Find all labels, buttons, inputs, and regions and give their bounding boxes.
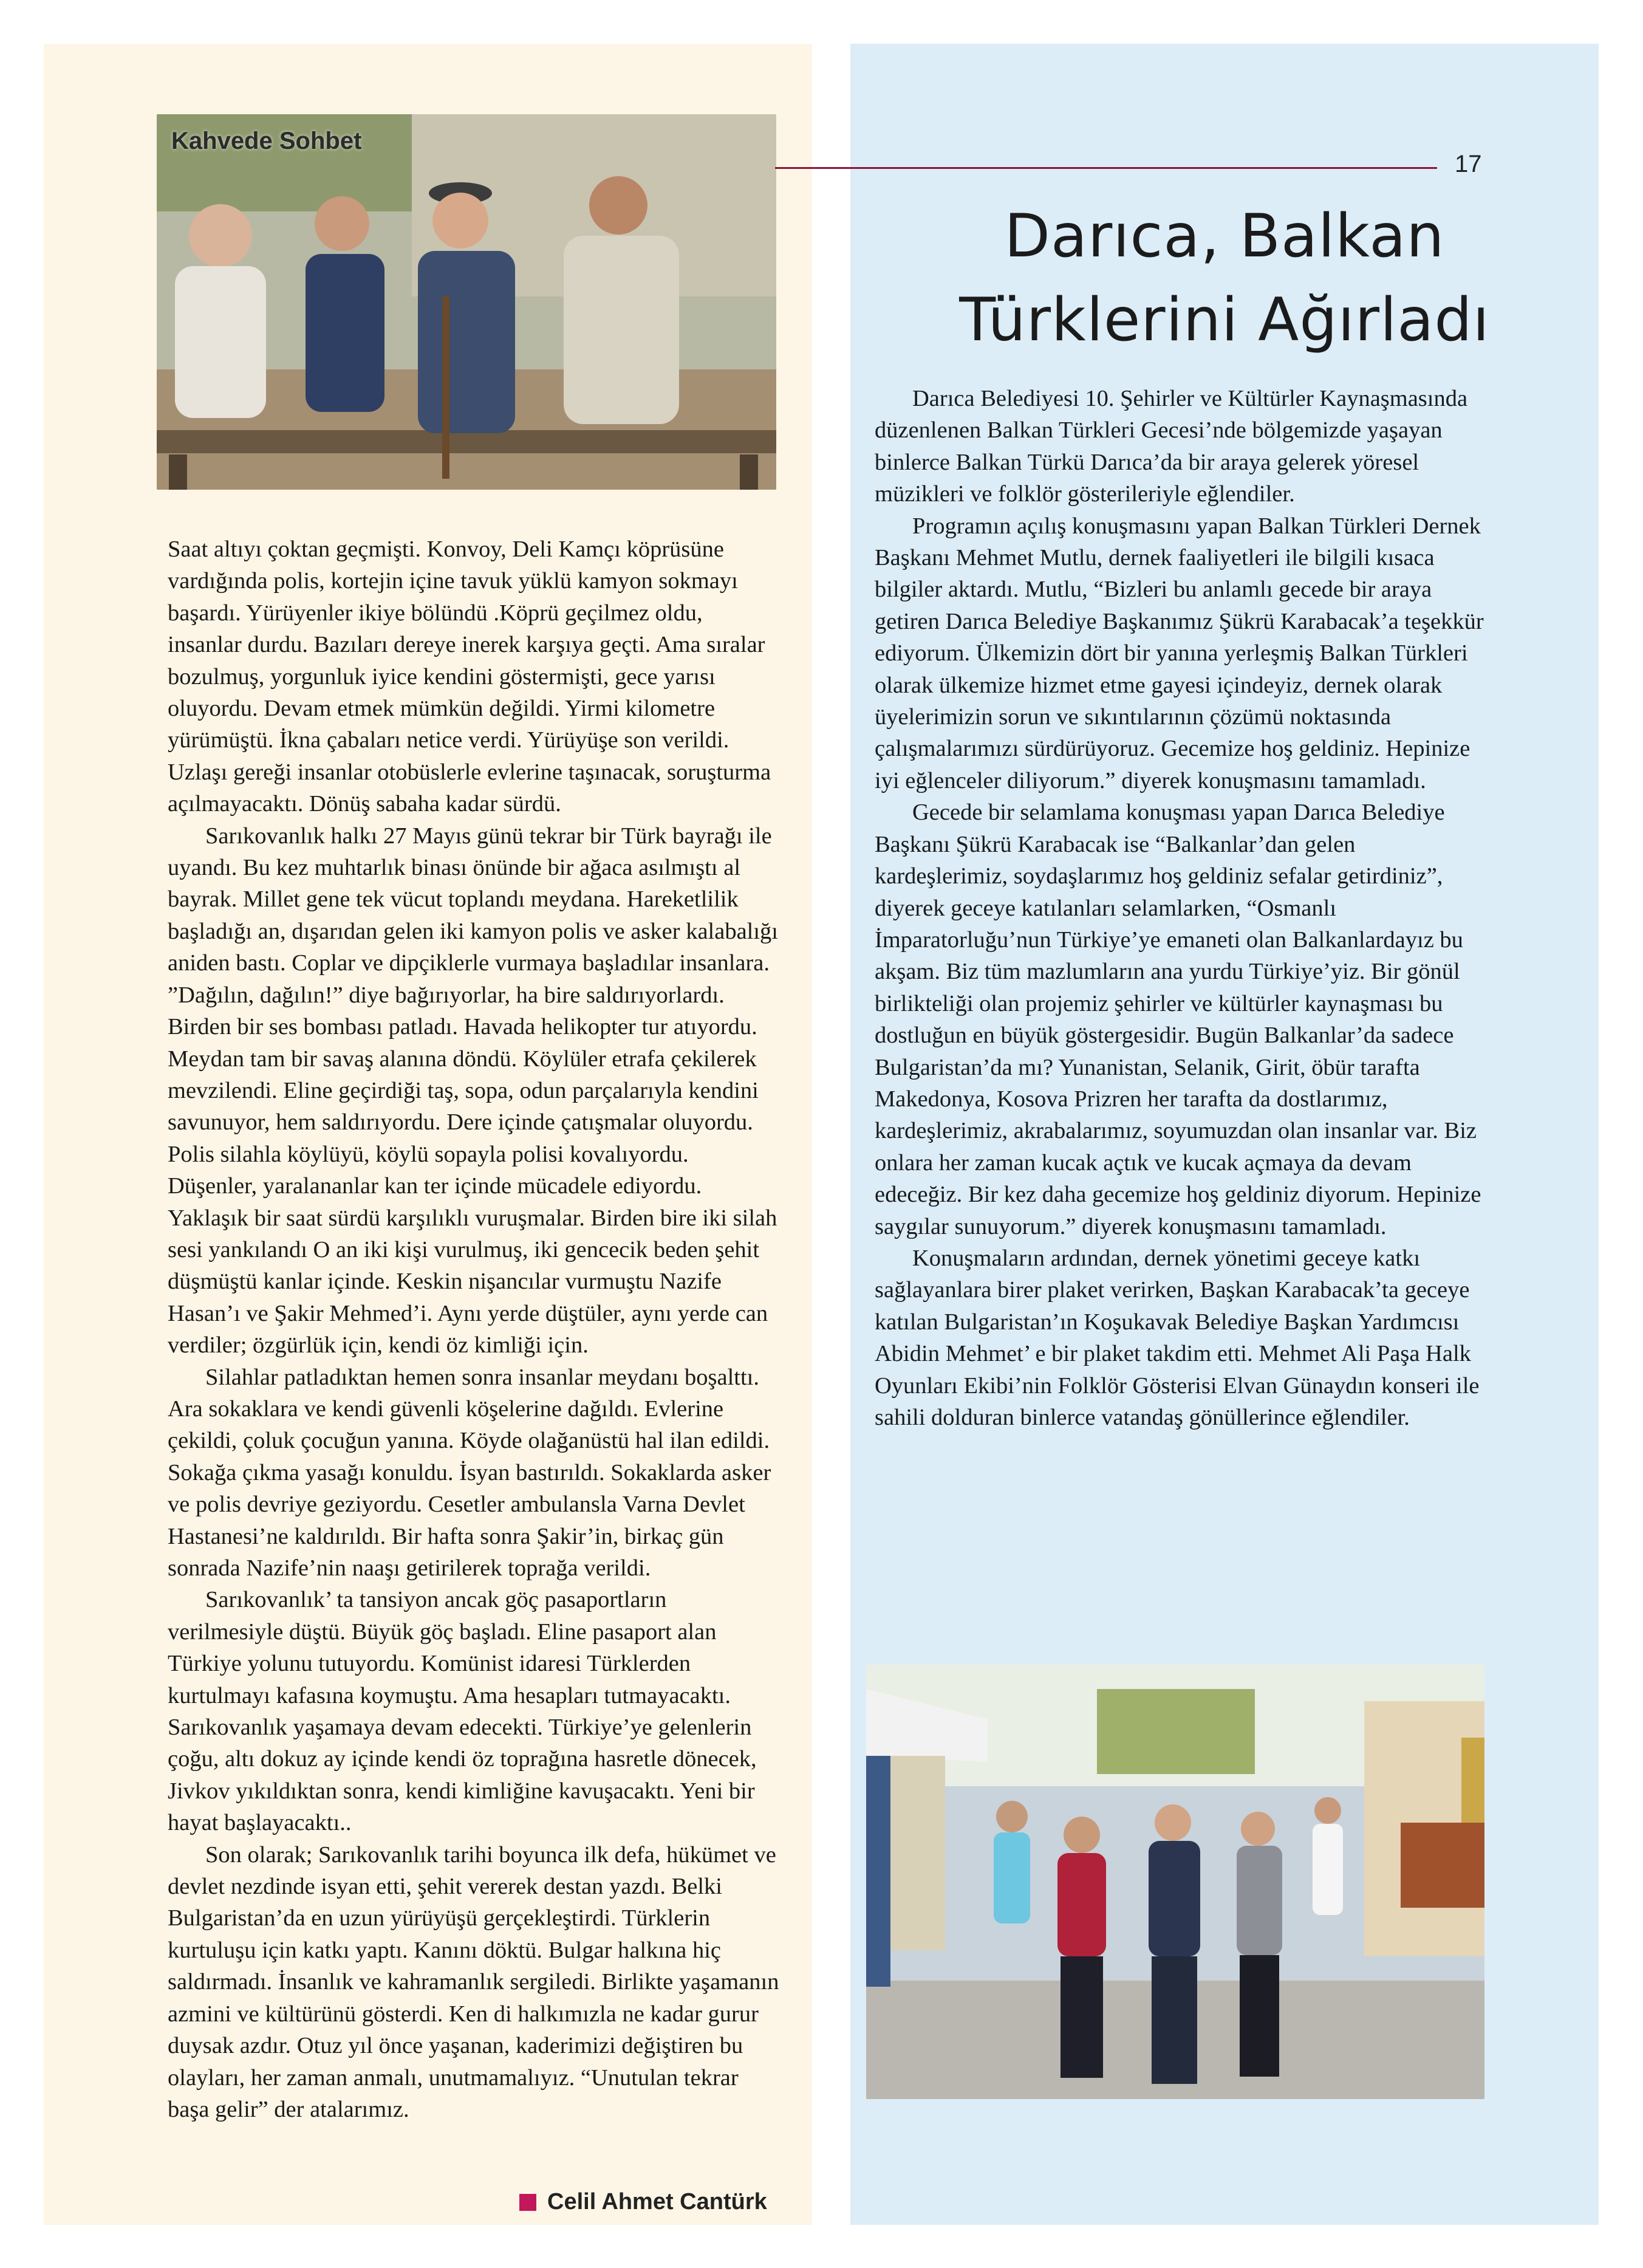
left-paragraph: Saat altıyı çoktan geçmişti. Konvoy, Deli Kamçı köprüsüne vardığında polis, kortejin içine tavuk yüklü kamyon sokmayı başardı. Yürüyenler ikiye bölündü .Köprü geçilmez oldu, insanlar durdu. Bazıları dereye inerek karşıya geçti. Ama sıralar bozulmuş, yorgunluk iyice kendini göstermişti, gece yarısı oluyordu. Devam etmek mümkün değildi. Yirmi kilometre yürümüştü. İkna çabaları netice verdi. Yürüyüşe son verildi. Uzlaşı gereği insanlar otobüslerle evlerine taşınacak, soruşturma açılmayacaktı. Dönüş sabaha kadar sürdü. (168, 536, 771, 817)
author-byline (519, 2189, 767, 2215)
festival-photo-image (866, 1665, 1484, 2099)
coffeehouse-photo (157, 114, 776, 490)
festival-photo (866, 1665, 1484, 2099)
coffeehouse-photo-image (157, 114, 776, 490)
author-name: Celil Ahmet Cantürk (547, 2189, 767, 2215)
photo-caption: Kahvede Sohbet (171, 128, 362, 154)
left-paragraph: Sarıkovanlık halkı 27 Mayıs günü tekrar bir Türk bayrağı ile uyandı. Bu kez muhtarlık binası önünde bir ağaca asılmıştı al bayrak. Millet gene tek vücut toplandı meydana. Hareketlilik başladığı an, dışarıdan gelen iki kamyon polis ve asker kalabalığı aniden bastı. Coplar ve dipçiklerle vurmaya başladılar insanlara. ”Dağılın, dağılın!” diye bağırıyorlar, ha bire saldırıyorlardı. Birden bir ses bombası patladı. Havada helikopter tur atıyordu. Meydan tam bir savaş alanına döndü. Köylüler etrafa çekilerek mevzilendi. Eline geçirdiği taş, sopa, odun parçalarıyla kendini savunuyor, hem saldırıyordu. Dere içinde çatışmalar oluyordu. Polis silahla köylüyü, köylü sopayla polisi kovalıyordu. Düşenler, yaralananlar kan ter içinde mücadele ediyordu. Yaklaşık bir saat sürdü karşılıklı vuruşmalar. Birden bire iki silah sesi yankılandı O an iki kişi vurulmuş, iki gencecik beden şehit düşmüştü kanlar içinde. Keskin nişancılar vurmuştu Nazife Hasan’ı ve Şakir Mehmed’i. Aynı yerde düştüler, aynı yerde can verdiler; özgürlük için, kendi öz kimliği için. (168, 823, 779, 1358)
header-rule (775, 167, 1437, 169)
right-paragraph: Gecede bir selamlama konuşması yapan Darıca Belediye Başkanı Şükrü Karabacak ise “Balkanlar’dan gelen kardeşlerimiz, soydaşlarımız hoş geldiniz sefalar getirdiniz”, diyerek geceye katılanları selamlarken, “Osmanlı İmparatorluğu’nun Türkiye’ye emaneti olan Balkanlardayız bu akşam. Biz tüm mazlumların ana yurdu Türkiye’yiz. Bir gönül birlikteliği olan projemiz şehirler ve kültürler kaynaşması bu dostluğun en büyük göstergesidir. Bugün Balkanlar’da sadece Bulgaristan’da mı? Yunanistan, Selanik, Girit, öbür tarafta Makedonya, Kosova Prizren her tarafta da dostlarımız, kardeşlerimiz, akrabalarımız, soyumuzdan olan insanlar var. Biz onlara her zaman kucak açtık ve kucak açmaya da devam edeceğiz. Bir kez daha gecemize hoş geldiniz diyorum. Hepinize saygılar sunuyorum.” diyerek konuşmasını tamamladı. (875, 800, 1481, 1239)
right-paragraph: Konuşmaların ardından, dernek yönetimi geceye katkı sağlayanlara birer plaket verirken, Başkan Karabacak’ta geceye katılan Bulgaristan’ın Koşukavak Belediye Başkan Yardımcısı Abidin Mehmet’ e bir plaket takdim etti. Mehmet Ali Paşa Halk Oyunları Ekibi’nin Folklör Gösterisi Elvan Günaydın konseri ile sahili dolduran binlerce vatandaş gönüllerince eğlendiler. (875, 1245, 1480, 1430)
left-paragraph: Son olarak; Sarıkovanlık tarihi boyunca ilk defa, hükümet ve devlet nezdinde isyan etti, şehit vererek destan yazdı. Belki Bulgaristan’da en uzun yürüyüşü gerçekleştirdi. Türklerin kurtuluşu için katkı yaptı. Kanını döktü. Bulgar halkına hiç saldırmadı. İnsanlık ve kahramanlık sergiledi. Birlikte yaşamanın azmini ve kültürünü gösterdi. Ken di halkımızla ne kadar gurur duysak azdır. Otuz yıl önce yaşanan, kaderimizi değiştiren bu olayları, her zaman anmalı, unutmamalıyız. “Unutulan tekrar başa gelir” der atalarımız. (168, 1841, 779, 2122)
left-article-body (168, 533, 781, 2125)
page-number: 17 (1455, 151, 1482, 177)
title-line-1: Darıca, Balkan (1004, 202, 1445, 271)
right-article-body (875, 383, 1488, 1433)
right-paragraph: Programın açılış konuşmasını yapan Balkan Türkleri Dernek Başkanı Mehmet Mutlu, dernek faaliyetleri ile bilgili kısaca bilgiler aktardı. Mutlu, “Bizleri bu anlamlı gecede bir araya getiren Darıca Belediye Başkanımız Şükrü Karabacak’a teşekkür ediyorum. Ülkemizin dört bir yanına yerleşmiş Balkan Türkleri olarak ülkemize hizmet etme gayesi içindeyiz, dernek olarak üyelerimizin sorun ve sıkıntılarının çözümü noktasında çalışmalarımızı sürdürüyoruz. Gecemize hoş geldiniz. Hepinize iyi eğlenceler diliyorum.” diyerek konuşmasını tamamladı. (875, 513, 1484, 793)
byline-marker-icon (519, 2194, 536, 2211)
title-line-2: Türklerini Ağırladı (959, 286, 1490, 355)
left-paragraph: Silahlar patladıktan hemen sonra insanlar meydanı boşalttı. Ara sokaklara ve kendi güvenli köşelerine dağıldı. Evlerine çekildi, çoluk çocuğun yanına. Köyde olağanüstü hal ilan edildi. Sokağa çıkma yasağı konuldu. İsyan bastırıldı. Sokaklarda asker ve polis devriye geziyordu. Cesetler ambulansla Varna Devlet Hastanesi’ne kaldırıldı. Bir hafta sonra Şakir’in, birkaç gün sonrada Nazife’nin naaşı getirilerek toprağa verildi. (168, 1364, 771, 1581)
right-paragraph: Darıca Belediyesi 10. Şehirler ve Kültürler Kaynaşmasında düzenlenen Balkan Türkleri Gecesi’nde bölgemizde yaşayan binlerce Balkan Türkü Darıca’da bir araya gelerek yöresel müzikleri ve folklör gösterileriyle eğlendiler. (875, 386, 1468, 507)
article-title (850, 194, 1599, 362)
left-paragraph: Sarıkovanlık’ ta tansiyon ancak göç pasaportların verilmesiyle düştü. Büyük göç başladı. Eline pasaport alan Türkiye yolunu tutuyordu. Komünist idaresi Türklerden kurtulmayı kafasına koymuştu. Ama hesapları tutmayacaktı. Sarıkovanlık yaşamaya devam edecekti. Türkiye’ye gelenlerin çoğu, altı dokuz ay içinde kendi öz toprağına hasretle dönecek, Jivkov yıkıldıktan sonra, kendi kimliğine kavuşacaktı. Yeni bir hayat başlayacaktı.. (168, 1587, 757, 1836)
